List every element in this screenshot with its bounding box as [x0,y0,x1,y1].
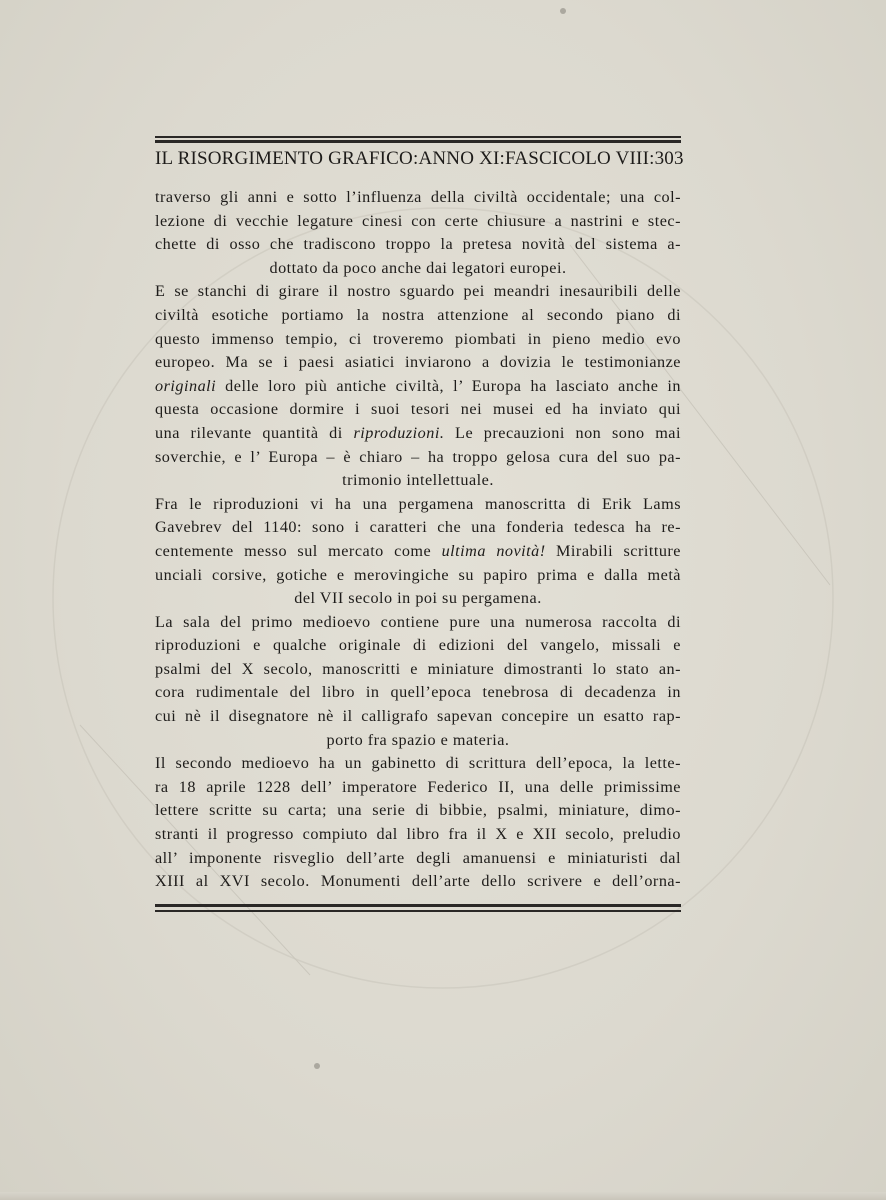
text-line [155,634,681,658]
text-line [155,847,681,871]
text-line [155,446,681,470]
text-run: lettere scritte su carta; una serie di bibbie, psalmi, miniature, dimo- [155,801,681,820]
text-line [155,210,681,234]
text-line [155,658,681,682]
italic-text: originali [155,376,217,395]
header-separator: : [499,148,506,169]
paper-speck [314,1063,320,1069]
issue-label: FASCICOLO VIII [505,148,650,169]
page-number: 303 [654,148,684,169]
article-body [155,186,681,894]
text-line [155,611,681,635]
text-run: ra 18 aprile 1228 dell’ imperatore Federico II, una delle primissime [155,777,681,796]
text-run: dottato da poco anche dai legatori europei. [269,258,567,277]
text-run: La sala del primo medioevo contiene pure una numerosa raccolta di [155,612,681,631]
italic-text: riproduzioni. [353,423,445,442]
text-line [155,398,681,422]
text-line [155,516,681,540]
text-line [155,870,681,894]
bottom-double-rule [155,904,681,914]
text-run: unciali corsive, gotiche e merovingiche su papiro prima e dalla metà [155,565,681,584]
text-run: E se stanchi di girare il nostro sguardo pei meandri inesauribili delle [155,282,681,301]
text-run: cora rudimentale del libro in quell’epoca tenebrosa di decadenza in [155,683,681,702]
text-run: Gavebrev del 1140: sono i caratteri che una fonderia tedesca ha re- [155,518,681,537]
text-line [155,304,681,328]
volume-label: ANNO XI [418,148,500,169]
italic-text: ultima novità! [441,541,546,560]
text-run: traverso gli anni e sotto l’influenza della civiltà occidentale; una col- [155,188,681,206]
text-line [155,422,681,446]
text-run: trimonio intellettuale. [342,471,494,490]
paper-speck [560,8,566,14]
header-separator: : [649,148,655,169]
text-line [155,705,681,729]
journal-title: IL RISORGIMENTO GRAFICO [155,148,413,169]
text-line [155,469,681,493]
text-line [155,799,681,823]
text-run: lezione di vecchie legature cinesi con certe chiusure a nastrini e stec- [155,211,681,230]
text-run: questo immenso tempio, ci troveremo piombati in pieno medio evo [155,329,681,348]
text-line [155,233,681,257]
page-bottom-edge [0,1192,886,1200]
text-line [155,493,681,517]
text-run: Le precauzioni non sono mai [444,423,681,442]
header-separator: : [412,148,419,169]
text-line [155,752,681,776]
text-line [155,257,681,281]
text-run: psalmi del X secolo, manoscritti e miniature dimostranti lo stato an- [155,659,681,678]
text-line [155,564,681,588]
text-line [155,681,681,705]
text-run: riproduzioni e qualche originale di edizioni del vangelo, missali e [155,636,681,655]
text-run: stranti il progresso compiuto dal libro fra il X e XII secolo, preludio [155,825,681,844]
text-line [155,776,681,800]
text-line [155,587,681,611]
top-double-rule [155,136,681,144]
text-run: una rilevante quantità di [155,423,354,442]
text-run: soverchie, e l’ Europa – è chiaro – ha troppo gelosa cura del suo pa- [155,447,681,466]
text-run: porto fra spazio e materia. [326,730,510,749]
text-run: chette di osso che tradiscono troppo la pretesa novità del sistema a- [155,235,681,254]
running-header [155,148,684,174]
text-run: civiltà esotiche portiamo la nostra attenzione al secondo piano di [155,305,681,324]
text-line [155,280,681,304]
text-run: cui nè il disegnatore nè il calligrafo sapevan concepire un esatto rap- [155,707,681,726]
text-run: Il secondo medioevo ha un gabinetto di scrittura dell’epoca, la lette- [155,754,681,773]
text-line [155,729,681,753]
text-run: XIII al XVI secolo. Monumenti dell’arte dello scrivere e dell’orna- [155,872,681,891]
text-line [155,540,681,564]
text-line [155,823,681,847]
text-run: europeo. Ma se i paesi asiatici inviarono a dovizia le testimonianze [155,353,681,372]
text-run: delle loro più antiche civiltà, l’ Europa ha lasciato anche in [216,376,681,395]
text-line [155,375,681,399]
text-run: all’ imponente risveglio dell’arte degli amanuensi e miniaturisti dal [155,848,681,867]
text-run: centemente messo sul mercato come [155,541,442,560]
text-run: Mirabili scritture [545,541,681,560]
text-line [155,328,681,352]
text-line [155,186,681,210]
text-line [155,351,681,375]
text-run: questa occasione dormire i suoi tesori nei musei ed ha inviato qui [155,400,681,419]
text-run: del VII secolo in poi su pergamena. [294,589,542,608]
text-run: Fra le riproduzioni vi ha una pergamena manoscritta di Erik Lams [155,494,681,513]
